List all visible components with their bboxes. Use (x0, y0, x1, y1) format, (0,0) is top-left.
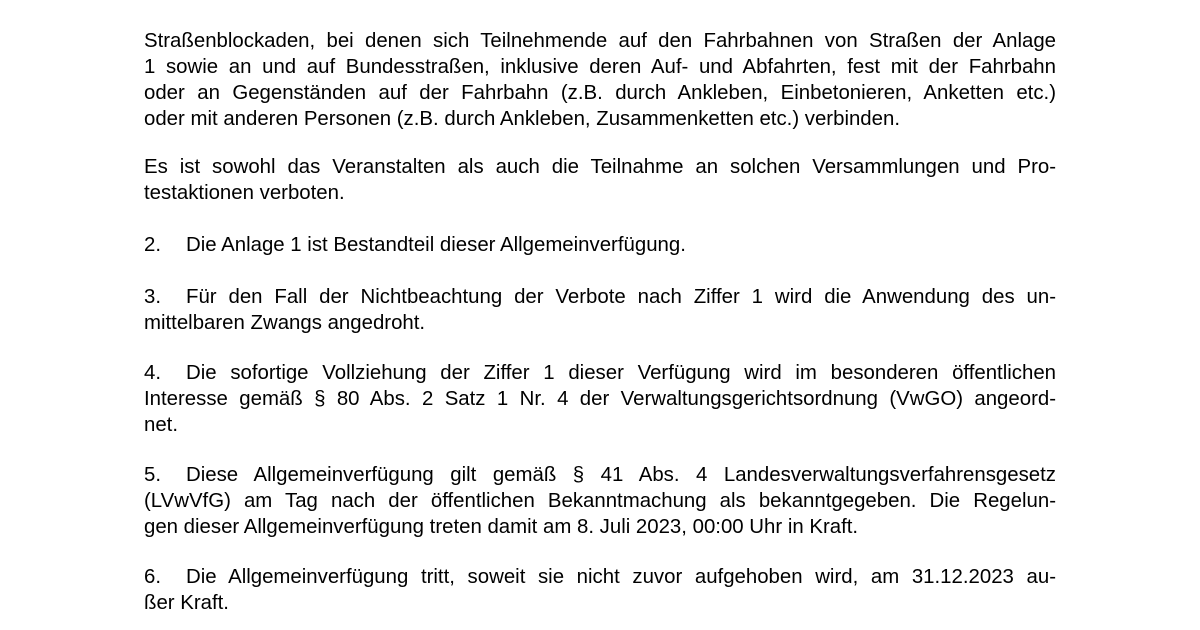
item-5-line-2: (LVwVfG) am Tag nach der öffentlichen Bekanntmachung als bekanntgegeben. Die Regelun- (144, 490, 1056, 512)
intro-line-2: 1 sowie an und auf Bundesstraßen, inklusive deren Auf- und Abfahrten, fest mit der Fahrbahn (144, 56, 1056, 78)
item-6-line-1 (144, 564, 1056, 590)
item-3-number: 3. (144, 286, 162, 308)
item-5-text-1: Diese Allgemeinverfügung gilt gemäß § 41 Abs. 4 Landesverwaltungsverfahrensgesetz (186, 464, 1056, 486)
item-3-line-1 (144, 284, 1056, 310)
item-2-text-1: Die Anlage 1 ist Bestandteil dieser Allgemeinverfügung. (186, 234, 686, 256)
prohibition-line-2: testaktionen verboten. (144, 182, 345, 204)
item-4-line-3: net. (144, 414, 179, 436)
item-4-number: 4. (144, 362, 162, 384)
intro-line-4: oder mit anderen Personen (z.B. durch Ankleben, Zusammenketten etc.) verbinden. (144, 108, 900, 130)
prohibition-line-1: Es ist sowohl das Veranstalten als auch die Teilnahme an solchen Versammlungen und Pro- (144, 156, 1056, 178)
item-5-line-1 (144, 462, 1056, 488)
item-6-line-2: ßer Kraft. (144, 592, 229, 614)
item-4-text-1: Die sofortige Vollziehung der Ziffer 1 dieser Verfügung wird im besonderen öffentlichen (186, 362, 1056, 384)
intro-line-3: oder an Gegenständen auf der Fahrbahn (z.B. durch Ankleben, Einbetonieren, Anketten etc.) (144, 82, 1056, 104)
item-3-text-1: Für den Fall der Nichtbeachtung der Verbote nach Ziffer 1 wird die Anwendung des un- (186, 286, 1056, 308)
item-4-line-1 (144, 360, 1056, 386)
intro-line-1: Straßenblockaden, bei denen sich Teilnehmende auf den Fahrbahnen von Straßen der Anlage (144, 30, 1056, 52)
item-6-number: 6. (144, 566, 162, 588)
item-5-line-3: gen dieser Allgemeinverfügung treten damit am 8. Juli 2023, 00:00 Uhr in Kraft. (144, 516, 859, 538)
item-5-number: 5. (144, 464, 162, 486)
item-2-line-1 (144, 232, 686, 258)
item-3-line-2: mittelbaren Zwangs angedroht. (144, 312, 426, 334)
item-4-line-2: Interesse gemäß § 80 Abs. 2 Satz 1 Nr. 4 der Verwaltungsgerichtsordnung (VwGO) angeord- (144, 388, 1056, 410)
item-2-number: 2. (144, 234, 162, 256)
item-6-text-1: Die Allgemeinverfügung tritt, soweit sie nicht zuvor aufgehoben wird, am 31.12.2023 au- (186, 566, 1056, 588)
